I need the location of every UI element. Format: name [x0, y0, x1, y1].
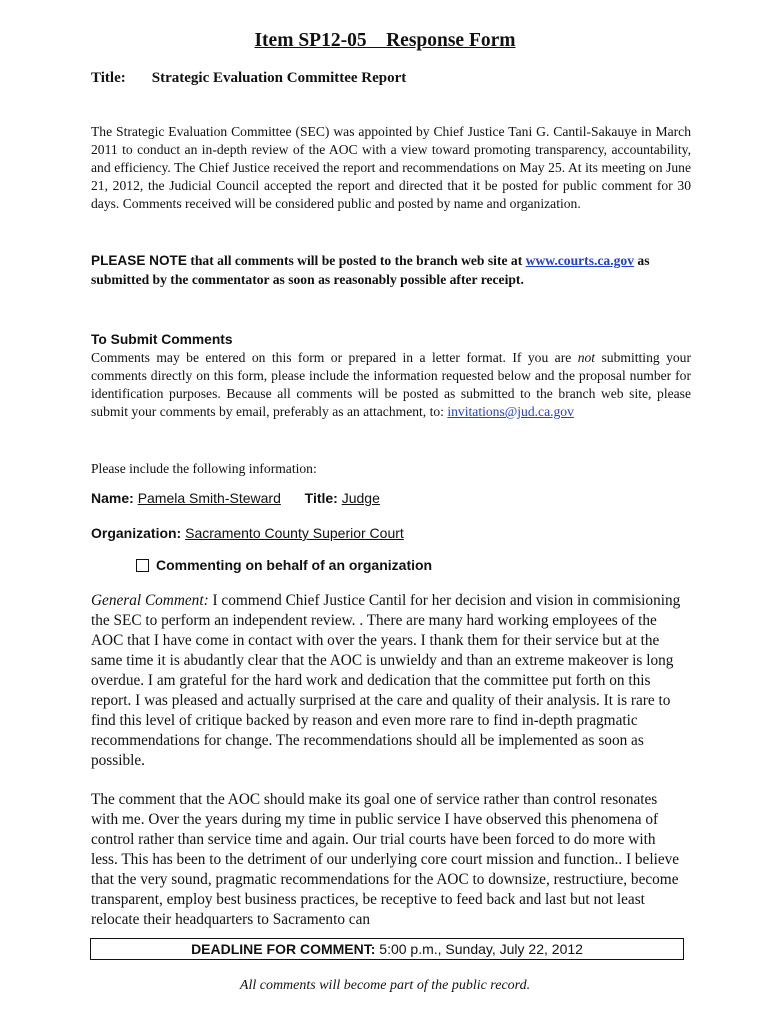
title-field-label: Title:	[304, 490, 338, 506]
general-comment-text: I commend Chief Justice Cantil for her decision and vision in commisioning the SEC to perform an independent review. . There are many hard working employees of the AOC that I have come in contact with over the years. I thank them for their service but at the same time it is abudantly clear that the AOC is unwieldy and than an extreme makeover is long overdue. I am grateful for the hard work and dedication that the committee put forth on this report. I was pleased and actually surprised at the care and quality of their analysis. It is rare to find this level of critique backed by reason and even more rare to find in-depth pragmatic recommendations for change. The recommendations should all be implemented as soon as possible.	[91, 592, 681, 769]
invitations-email-link[interactable]: invitations@jud.ca.gov	[447, 404, 574, 419]
public-record-footer: All comments will become part of the public record.	[239, 978, 531, 993]
form-heading	[0, 30, 770, 52]
general-comment-field[interactable]	[91, 591, 681, 771]
name-title-row	[91, 490, 380, 506]
organization-checkbox-row[interactable]	[136, 557, 432, 573]
deadline-box	[90, 938, 684, 960]
deadline-label: DEADLINE FOR COMMENT:	[191, 941, 376, 957]
general-comment-label: General Comment:	[91, 592, 209, 609]
name-field[interactable]: Pamela Smith-Steward	[137, 490, 281, 506]
organization-field[interactable]: Sacramento County Superior Court	[185, 525, 404, 541]
please-note-text-1: that all comments will be posted to the branch web site at	[186, 253, 526, 268]
include-info-text: Please include the following information:	[91, 461, 317, 476]
comment-paragraph-2: The comment that the AOC should make its goal one of service rather than control resonates with me. Over the years during my time in public service I have observed this phenomena of control rather than service time and again. Our trial courts have been forced to do more with less. This has been to the detriment of our underlying core court mission and function.. I believe that the very sound, pragmatic recommendations for the AOC to downsize, restructiure, become transparent, employ best business practices, be receptive to feed back and last but not least relocate their headquarters to Sacramento can	[91, 791, 680, 928]
organization-checkbox[interactable]	[136, 559, 149, 572]
submit-comments-paragraph	[91, 349, 691, 421]
organization-checkbox-label: Commenting on behalf of an organization	[156, 557, 433, 573]
please-note-paragraph	[91, 251, 681, 289]
submit-emphasis: not	[577, 350, 596, 365]
submit-text-1: Comments may be entered on this form or prepared in a letter format. If you are	[91, 350, 578, 365]
deadline-value: 5:00 p.m., Sunday, July 22, 2012	[375, 941, 583, 957]
title-value: Strategic Evaluation Committee Report	[151, 70, 407, 86]
item-number: Item SP12-05	[254, 30, 367, 51]
title-row	[91, 70, 406, 87]
organization-row	[91, 525, 404, 541]
organization-label: Organization:	[91, 525, 182, 541]
name-label: Name:	[91, 490, 134, 506]
form-name: Response Form	[386, 30, 516, 51]
submit-comments-heading: To Submit Comments	[91, 332, 233, 347]
title-label: Title:	[91, 70, 126, 86]
courts-website-link[interactable]: www.courts.ca.gov	[525, 253, 634, 268]
please-note-text-2: as submitted by the commentator as soon as reasonably possible after receipt.	[91, 253, 650, 287]
title-field[interactable]: Judge	[341, 490, 380, 506]
please-note-lead: PLEASE NOTE	[91, 253, 187, 268]
submit-text-2: submitting your comments directly on this form, please include the information requested below and the proposal number for identification purposes. Because all comments will be posted as submitted to the branch web site, please submit your comments by email, preferably as an attachment, to:	[91, 350, 692, 419]
intro-paragraph: The Strategic Evaluation Committee (SEC) was appointed by Chief Justice Tani G. Cantil-Sakauye in March 2011 to conduct an in-depth review of the AOC with a view toward promoting transparency, accountability, and efficiency. The Chief Justice received the report and recommendations on May 25. At its meeting on June 21, 2012, the Judicial Council accepted the report and directed that it be posted for public comment for 30 days. Comments received will be considered public and posted by name and organization.	[91, 124, 691, 211]
